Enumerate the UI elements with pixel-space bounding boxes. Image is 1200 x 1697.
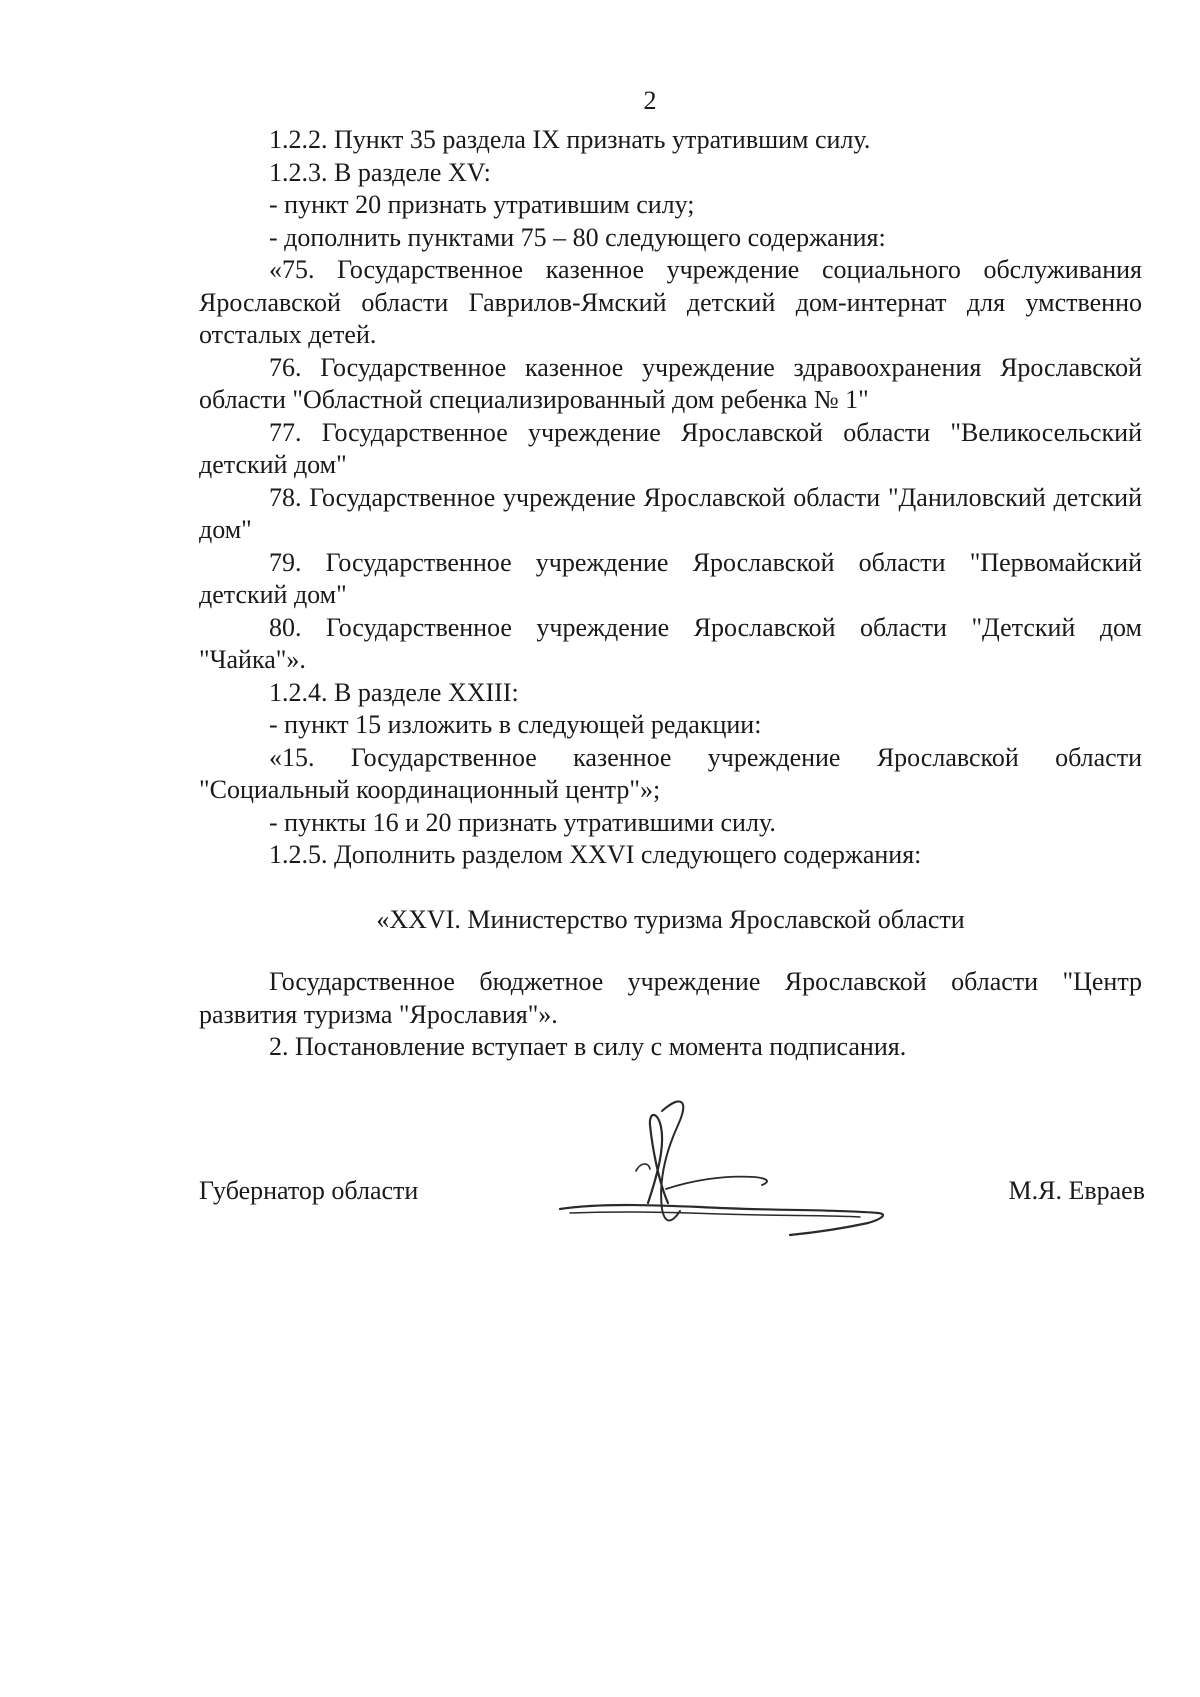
paragraph: «75. Государственное казенное учреждение социального обслуживания Ярославской области Гаврилов-Ямский детский дом-интернат для умственно отсталых детей. (199, 255, 1142, 349)
document-body (199, 124, 1142, 1064)
paragraph: - дополнить пунктами 75 – 80 следующего содержания: (269, 222, 886, 252)
paragraph: 79. Государственное учреждение Ярославской области "Первомайский детский дом" (199, 547, 1142, 609)
paragraph: Государственное бюджетное учреждение Ярославской области "Центр развития туризма "Ярославия"». (199, 967, 1142, 1029)
paragraph: 1.2.5. Дополнить разделом XXVI следующего содержания: (269, 840, 922, 869)
handwritten-signature (540, 1085, 920, 1265)
signatory-title: Губернатор области (199, 1176, 419, 1205)
paragraph: - пункты 16 и 20 признать утратившими силу. (269, 807, 776, 837)
section-heading: «XXVI. Министерство туризма Ярославской области (376, 904, 965, 934)
paragraph: 77. Государственное учреждение Ярославской области "Великосельский детский дом" (199, 417, 1142, 479)
paragraph: - пункт 20 признать утратившим силу; (269, 190, 695, 219)
paragraph: 76. Государственное казенное учреждение здравоохранения Ярославской области "Областной специализированный дом ребенка № 1" (199, 352, 1142, 414)
paragraph: 1.2.3. В разделе XV: (269, 157, 491, 187)
paragraph: 1.2.4. В разделе XXIII: (269, 677, 519, 707)
signatory-name: М.Я. Евраев (1008, 1176, 1145, 1205)
paragraph: 78. Государственное учреждение Ярославской области "Даниловский детский дом" (199, 482, 1142, 544)
paragraph: - пункт 15 изложить в следующей редакции: (269, 710, 762, 739)
paragraph: «15. Государственное казенное учреждение Ярославской области "Социальный координационный центр"»; (199, 742, 1142, 804)
page-number: 2 (643, 86, 657, 115)
paragraph: 1.2.2. Пункт 35 раздела IX признать утратившим силу. (269, 125, 871, 154)
paragraph: 2. Постановление вступает в силу с момента подписания. (269, 1032, 907, 1061)
paragraph: 80. Государственное учреждение Ярославской области "Детский дом "Чайка"». (199, 612, 1142, 674)
